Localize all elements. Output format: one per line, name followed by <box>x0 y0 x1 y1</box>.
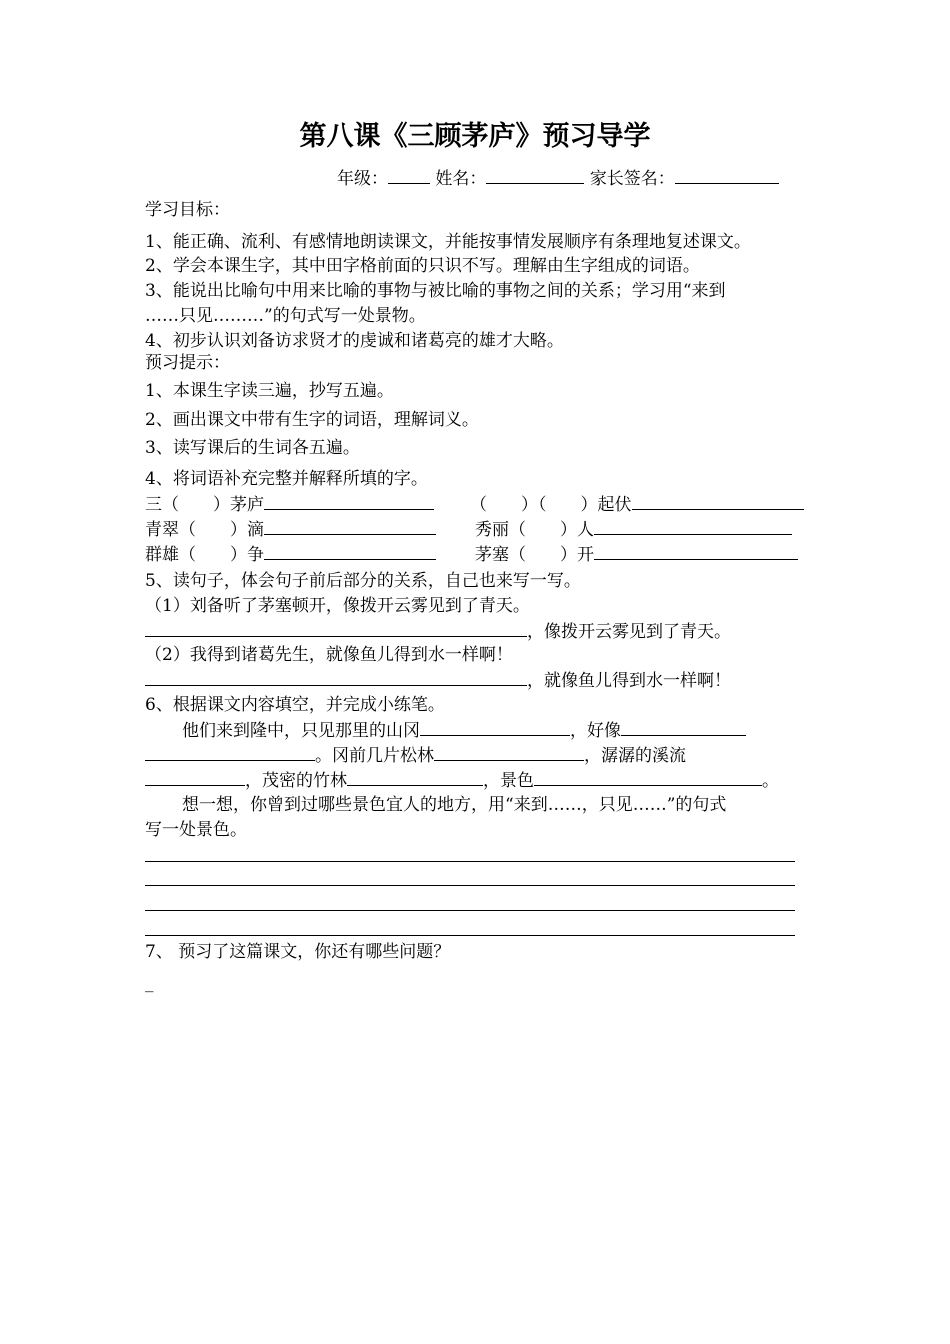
writing-line[interactable] <box>145 935 795 936</box>
word-right: 茅塞（ ）开 <box>475 545 594 565</box>
word-answer-blank[interactable] <box>264 494 434 510</box>
hint-item: 3、读写课后的生词各五遍。 <box>145 438 360 458</box>
word-answer-blank[interactable] <box>594 519 792 535</box>
objective-item: 4、初步认识刘备访求贤才的虔诚和诸葛亮的雄才大略。 <box>145 331 564 351</box>
hint-item: 4、将词语补充完整并解释所填的字。 <box>145 469 428 489</box>
q7-answer-start[interactable]: _ <box>145 973 154 993</box>
word-row <box>475 519 792 540</box>
word-right: 秀丽（ ）人 <box>475 520 594 540</box>
answer-blank[interactable] <box>145 670 527 686</box>
q5-sentence: （2）我得到诸葛先生，就像鱼儿得到水一样啊！ <box>145 645 513 665</box>
word-answer-blank[interactable] <box>632 494 804 510</box>
grade-blank[interactable] <box>388 168 430 184</box>
answer-blank[interactable] <box>145 770 245 786</box>
word-row <box>145 494 434 515</box>
q5-heading: 5、读句子，体会句子前后部分的关系，自己也来写一写。 <box>145 571 581 591</box>
writing-line[interactable] <box>145 885 795 886</box>
writing-line[interactable] <box>145 861 795 862</box>
q7-heading: 7、 预习了这篇课文，你还有哪些问题？ <box>145 942 451 962</box>
q5-answer-line <box>145 621 731 642</box>
hint-item: 2、画出课文中带有生字的词语，理解词义。 <box>145 410 479 430</box>
answer-blank[interactable] <box>621 720 746 736</box>
word-left: 青翠（ ）滴 <box>145 520 264 540</box>
q6-prompt: 想一想，你曾到过哪些景色宜人的地方，用“来到……，只见……”的句式 <box>182 795 727 815</box>
q6-fill-line <box>145 770 779 791</box>
q6-text: 。 <box>762 771 779 791</box>
hint-item: 1、本课生字读三遍，抄写五遍。 <box>145 381 394 401</box>
q5-answer-line <box>145 670 731 691</box>
word-row <box>475 544 798 565</box>
parent-signature-label: 家长签名： <box>589 169 675 189</box>
word-left: 群雄（ ）争 <box>145 545 264 565</box>
answer-blank[interactable] <box>347 770 483 786</box>
word-right: （ ）（ ）起伏 <box>470 495 632 515</box>
objective-item: 2、学会本课生字，其中田字格前面的只识不写。理解由生字组成的词语。 <box>145 256 700 276</box>
q6-fill-line <box>145 745 686 766</box>
q6-heading: 6、根据课文内容填空，并完成小练笔。 <box>145 695 445 715</box>
q5-sentence-tail: ，就像鱼儿得到水一样啊！ <box>527 671 731 691</box>
name-blank[interactable] <box>486 168 584 184</box>
q6-text: 他们来到隆中，只见那里的山冈 <box>182 721 420 741</box>
q6-text: ，好像 <box>570 721 621 741</box>
q6-text: ，茂密的竹林 <box>245 771 347 791</box>
writing-line[interactable] <box>145 910 795 911</box>
q6-text: ，景色 <box>483 771 534 791</box>
grade-label: 年级： <box>337 169 388 189</box>
word-row <box>145 544 436 565</box>
q5-sentence: （1）刘备听了茅塞顿开，像拨开云雾见到了青天。 <box>145 596 530 616</box>
objective-item: 1、能正确、流利、有感情地朗读课文，并能按事情发展顺序有条理地复述课文。 <box>145 232 751 252</box>
answer-blank[interactable] <box>145 621 527 637</box>
q6-text: ，潺潺的溪流 <box>584 746 686 766</box>
page-title: 第八课《三顾茅庐》预习导学 <box>299 121 651 152</box>
objective-item: 3、能说出比喻句中用来比喻的事物与被比喻的事物之间的关系；学习用“来到 <box>145 281 726 301</box>
answer-blank[interactable] <box>420 720 570 736</box>
word-row <box>470 494 804 515</box>
word-answer-blank[interactable] <box>264 519 436 535</box>
answer-blank[interactable] <box>534 770 762 786</box>
word-row <box>145 519 436 540</box>
q6-text: 。冈前几片松林 <box>315 746 434 766</box>
q6-fill-line <box>182 720 746 741</box>
answer-blank[interactable] <box>434 745 584 761</box>
q5-sentence-tail: ，像拨开云雾见到了青天。 <box>527 622 731 642</box>
word-answer-blank[interactable] <box>594 544 798 560</box>
q6-prompt: 写一处景色。 <box>145 820 247 840</box>
objective-item: ……只见………”的句式写一处景物。 <box>145 306 426 326</box>
hints-heading: 预习提示： <box>145 353 230 373</box>
word-answer-blank[interactable] <box>264 544 436 560</box>
parent-signature-blank[interactable] <box>675 168 779 184</box>
header-fields <box>337 168 779 189</box>
word-left: 三（ ）茅庐 <box>145 495 264 515</box>
name-label: 姓名： <box>435 169 487 189</box>
objectives-heading: 学习目标： <box>145 200 230 220</box>
answer-blank[interactable] <box>145 745 315 761</box>
